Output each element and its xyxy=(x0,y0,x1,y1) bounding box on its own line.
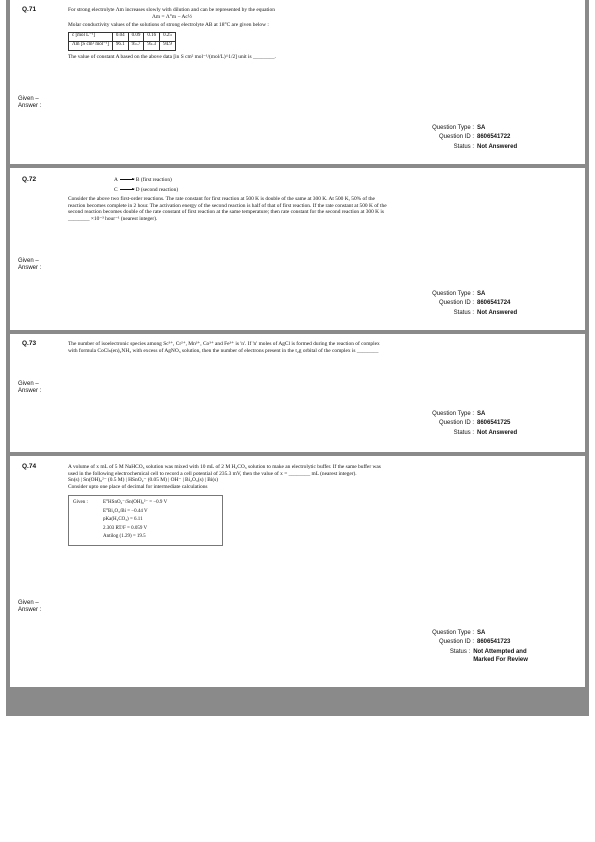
id-label: Question ID : xyxy=(438,639,474,646)
question-number: Q.73 xyxy=(22,340,37,347)
table-cell: 0.09 xyxy=(128,32,144,41)
answer-label: Answer : xyxy=(18,265,42,271)
question-type: SA xyxy=(477,411,486,417)
given-item: pKa(H₂CO₃) = 6.11 xyxy=(103,517,143,523)
given-answer xyxy=(18,96,41,110)
question-text xyxy=(68,464,388,546)
given-label: Given – xyxy=(18,96,39,102)
id-label: Question ID : xyxy=(438,420,474,427)
question-line: Consider the above two first-order reactions. The rate constant for first reaction at 500 K is double of the same at 300 K. At 500 K, 50% of the reaction becomes complete in 2 hour. The activation energy of the second reaction is half of that of first reaction. If the rate constant at 500 K of the second reaction becomes double of the rate constant of first reaction at the same temperature; then rate constant for the second reaction at 300 K is ________ ×10⁻³ hour⁻¹ (nearest integer). xyxy=(68,196,387,222)
question-line: Molar conductivity values of the solutions of strong electrolyte AB at 18°C are given below : xyxy=(68,22,269,29)
reaction-arrow-icon xyxy=(120,179,134,180)
given-box-label: Given : xyxy=(73,500,88,506)
given-values xyxy=(103,499,167,542)
id-label: Question ID : xyxy=(438,134,474,141)
given-item: Antilog (1.29) = 19.5 xyxy=(103,534,146,540)
question-id: 8606541724 xyxy=(477,300,511,307)
reaction-arrow-icon xyxy=(120,189,134,190)
reactant-a: A xyxy=(114,177,118,183)
given-box xyxy=(68,495,223,546)
question-text xyxy=(68,341,388,354)
question-id: 8606541723 xyxy=(477,639,511,646)
table-cell: 94.9 xyxy=(160,41,176,50)
type-label: Question Type : xyxy=(432,630,474,636)
answer-label: Answer : xyxy=(18,103,42,109)
answer-label: Answer : xyxy=(18,607,42,613)
cell-notation: Sn(s) | Sn(OH)₆²⁻ (0.5 M) | HSnO₂⁻ (0.05 M) | OH⁻ | Bi₂O₃(s) | Bi(s) xyxy=(68,477,219,484)
given-label: Given – xyxy=(18,258,39,264)
table-cell: 95.3 xyxy=(144,41,160,50)
given-label: Given – xyxy=(18,600,39,606)
question-line: For strong electrolyte Λm increases slowly with dilution and can be represented by the equation xyxy=(68,7,275,13)
question-card-72 xyxy=(10,168,585,330)
question-line: A volume of x mL of 5 M NaHCO₃ solution was mixed with 10 mL of 2 M H₂CO₃ solution to make an electrolytic buffer. If the same buffer was used in the following electrochemical cell to record a cell potential of 235.3 mV, then the value of x = ________ mL (nearest integer). xyxy=(68,464,381,477)
type-label: Question Type : xyxy=(432,291,474,297)
given-item: E°Bi₂O₃/Bi = −0.44 V xyxy=(103,508,148,514)
question-card-73 xyxy=(10,334,585,452)
given-answer xyxy=(18,381,41,395)
answer-label: Answer : xyxy=(18,388,42,394)
type-label: Question Type : xyxy=(432,411,474,417)
question-status: Not Attempted and Marked For Review xyxy=(473,648,528,663)
second-reaction: D (second reaction) xyxy=(135,186,179,193)
given-item: 2.303 RT/F = 0.059 V xyxy=(103,525,148,531)
question-meta xyxy=(390,124,540,152)
question-id: 8606541722 xyxy=(477,134,511,141)
question-status: Not Answered xyxy=(477,429,518,436)
equation: Λm = Λ°m − Ac½ xyxy=(152,13,192,20)
id-label: Question ID : xyxy=(438,300,474,307)
question-line: Consider upto one place of decimal for intermediate calculations xyxy=(68,483,208,490)
table-cell: 0.25 xyxy=(160,32,176,41)
status-label: Status : xyxy=(453,429,474,436)
question-status: Not Answered xyxy=(477,143,518,150)
question-meta xyxy=(390,410,540,438)
type-label: Question Type : xyxy=(432,125,474,131)
question-id: 8606541725 xyxy=(477,420,511,427)
question-type: SA xyxy=(477,125,486,131)
question-type: SA xyxy=(477,630,486,636)
table-cell: 95.7 xyxy=(128,41,144,50)
question-meta xyxy=(390,290,540,318)
table-cell: 0.16 xyxy=(144,32,160,41)
given-answer xyxy=(18,600,41,614)
table-cell: 96.1 xyxy=(112,41,128,50)
conductivity-table xyxy=(68,32,176,51)
given-answer xyxy=(18,258,41,272)
question-line: The number of isoelectronic species among Sc³⁺, Cr²⁺, Mn³⁺, Co³⁺ and Fe³⁺ is 'n'. If 'n' moles of AgCl is formed during the reaction of complex with formula CoClₙ(en)₂NH₃ with excess of AgNO₃ solution, then the number of electrons present in the t₂g orbital of the complex is ________ xyxy=(68,341,380,354)
question-type: SA xyxy=(477,291,486,297)
question-line: The value of constant A based on the above data [in S cm² mol⁻¹/(mol/L)^1/2] unit is ________. xyxy=(68,53,276,60)
table-cell: 0.04 xyxy=(112,32,128,41)
status-label: Status : xyxy=(449,648,471,655)
table-cell: c [mol L⁻¹] xyxy=(69,32,113,41)
question-text xyxy=(68,177,388,223)
first-reaction: B (first reaction) xyxy=(135,177,172,183)
given-label: Given – xyxy=(18,381,39,387)
question-text xyxy=(68,7,388,60)
question-number: Q.74 xyxy=(22,463,37,470)
question-meta xyxy=(390,629,540,664)
question-card-74 xyxy=(10,456,585,687)
status-label: Status : xyxy=(453,309,474,316)
question-number: Q.71 xyxy=(22,6,37,13)
question-number: Q.72 xyxy=(22,176,37,183)
status-label: Status : xyxy=(453,143,474,150)
question-status: Not Answered xyxy=(477,309,518,316)
table-cell: Λm [S cm² mol⁻¹] xyxy=(69,41,113,50)
question-card-71 xyxy=(10,0,585,164)
given-item: E°HSnO₂⁻/Sn(OH)₆²⁻ = −0.9 V xyxy=(103,500,168,506)
reactant-c: C xyxy=(114,186,118,193)
